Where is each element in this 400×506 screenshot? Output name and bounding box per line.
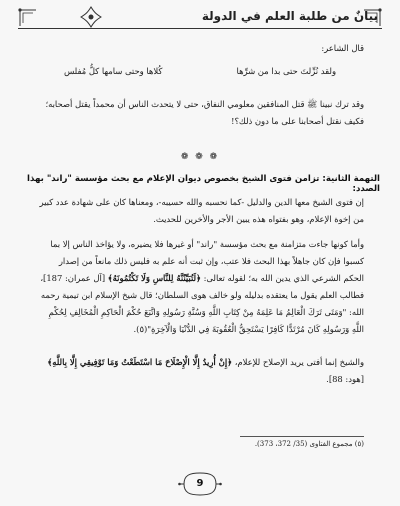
poem-first-hemistich: ولقد نُزِّلتَ حتى بدا من شرِّها [236, 66, 336, 76]
paragraph-intro: قال الشاعر: [321, 43, 364, 53]
page-number: 9 [196, 478, 204, 489]
section-heading: التهمة الثانية: تزامن فتوى الشيخ بخصوص ديوان الإعلام مع بحث مؤسسة "راند" بهذا الصدد: [27, 174, 380, 194]
footnote-divider [240, 436, 364, 437]
paragraph-text: [هود: 88]. [326, 374, 364, 384]
paragraph-text: والشيخ إنما أفتى يريد الإصلاح للإعلام، [234, 357, 364, 367]
section-separator: ❁ ❁ ❁ [180, 152, 220, 162]
footnote: (٥) مجموع الفتاوى (35/ 372، 373). [254, 440, 364, 448]
header-divider [18, 28, 382, 29]
paragraph [36, 354, 364, 388]
paragraph-text: [آل عمران: 187]، فطالب العلم يقول ما يعتقده بدليله ولو خالف هوى السلطان؛ قال شيخ الإسلام ابن تيمية رحمه الله: "وَمَتَى تَرَكَ الْعَالِمُ مَا عَلِمَهُ مِنْ كِتَابِ اللَّهِ وَسُنَّةِ رَسُولِهِ وَاتَّبَعَ حُكْمَ الْحَاكِمِ الْمُخَالِفِ لِحُكْمِ اللَّهِ وَرَسُولِهِ كَانَ مُرْتَدًّا كَافِرًا يَسْتَحِقُّ الْعُقُوبَةَ فِي الدُّنْيَا وَالْآخِرَةِ"(٥). [40, 273, 364, 334]
page-number-frame [178, 471, 222, 497]
quran-verse: ﴿لَتُبَيِّنُنَّهُ لِلنَّاسِ وَلَا تَكْتُمُونَهُ﴾ [107, 273, 201, 283]
paragraph-text: وأما كونها جاءت متزامنة مع بحث مؤسسة "راند" أو غيرها فلا يضيره، ولا يؤاخذ الناس إلا بما كسبوا فإن كان جاهلاً بهذا البحث فلا عتب، وإن ثبت أنه علم به فليس ذلك مانعاً من إصدار الحكم الشرعي الذي يدين الله به؛ لقوله تعالى: [50, 239, 364, 283]
poem-verse [40, 66, 360, 82]
paragraph: وقد ترك نبينا ﷺ قتل المنافقين معلومي النفاق، حتى لا يتحدث الناس أن محمداً يقتل أصحابه؛ فكيف نقتل أصحابنا على ما دون ذلك؟! [45, 99, 364, 126]
poem-second-hemistich: كُلاها وحتى سامها كلُّ مُفلس [64, 66, 163, 76]
page-header [18, 4, 382, 30]
paragraph [36, 236, 364, 338]
header-ornament-icon [80, 6, 102, 28]
header-title: بيانٌ من طلبة العلم في الدولة [201, 9, 378, 23]
corner-ornament-icon [18, 8, 38, 28]
paragraph: إن فتوى الشيخ معها الدين والدليل -كما نحسبه والله حسيبه-، ومعناها كان على شهادة عدد كبير من إخوة الإعلام، وهو بفتواه هذه يبين الأجر والأخرين للحديث. [39, 197, 364, 224]
quran-verse: ﴿إِنْ أُرِيدُ إِلَّا الْإِصْلَاحَ مَا اسْتَطَعْتُ وَمَا تَوْفِيقِي إِلَّا بِاللَّهِ﴾ [47, 357, 233, 367]
